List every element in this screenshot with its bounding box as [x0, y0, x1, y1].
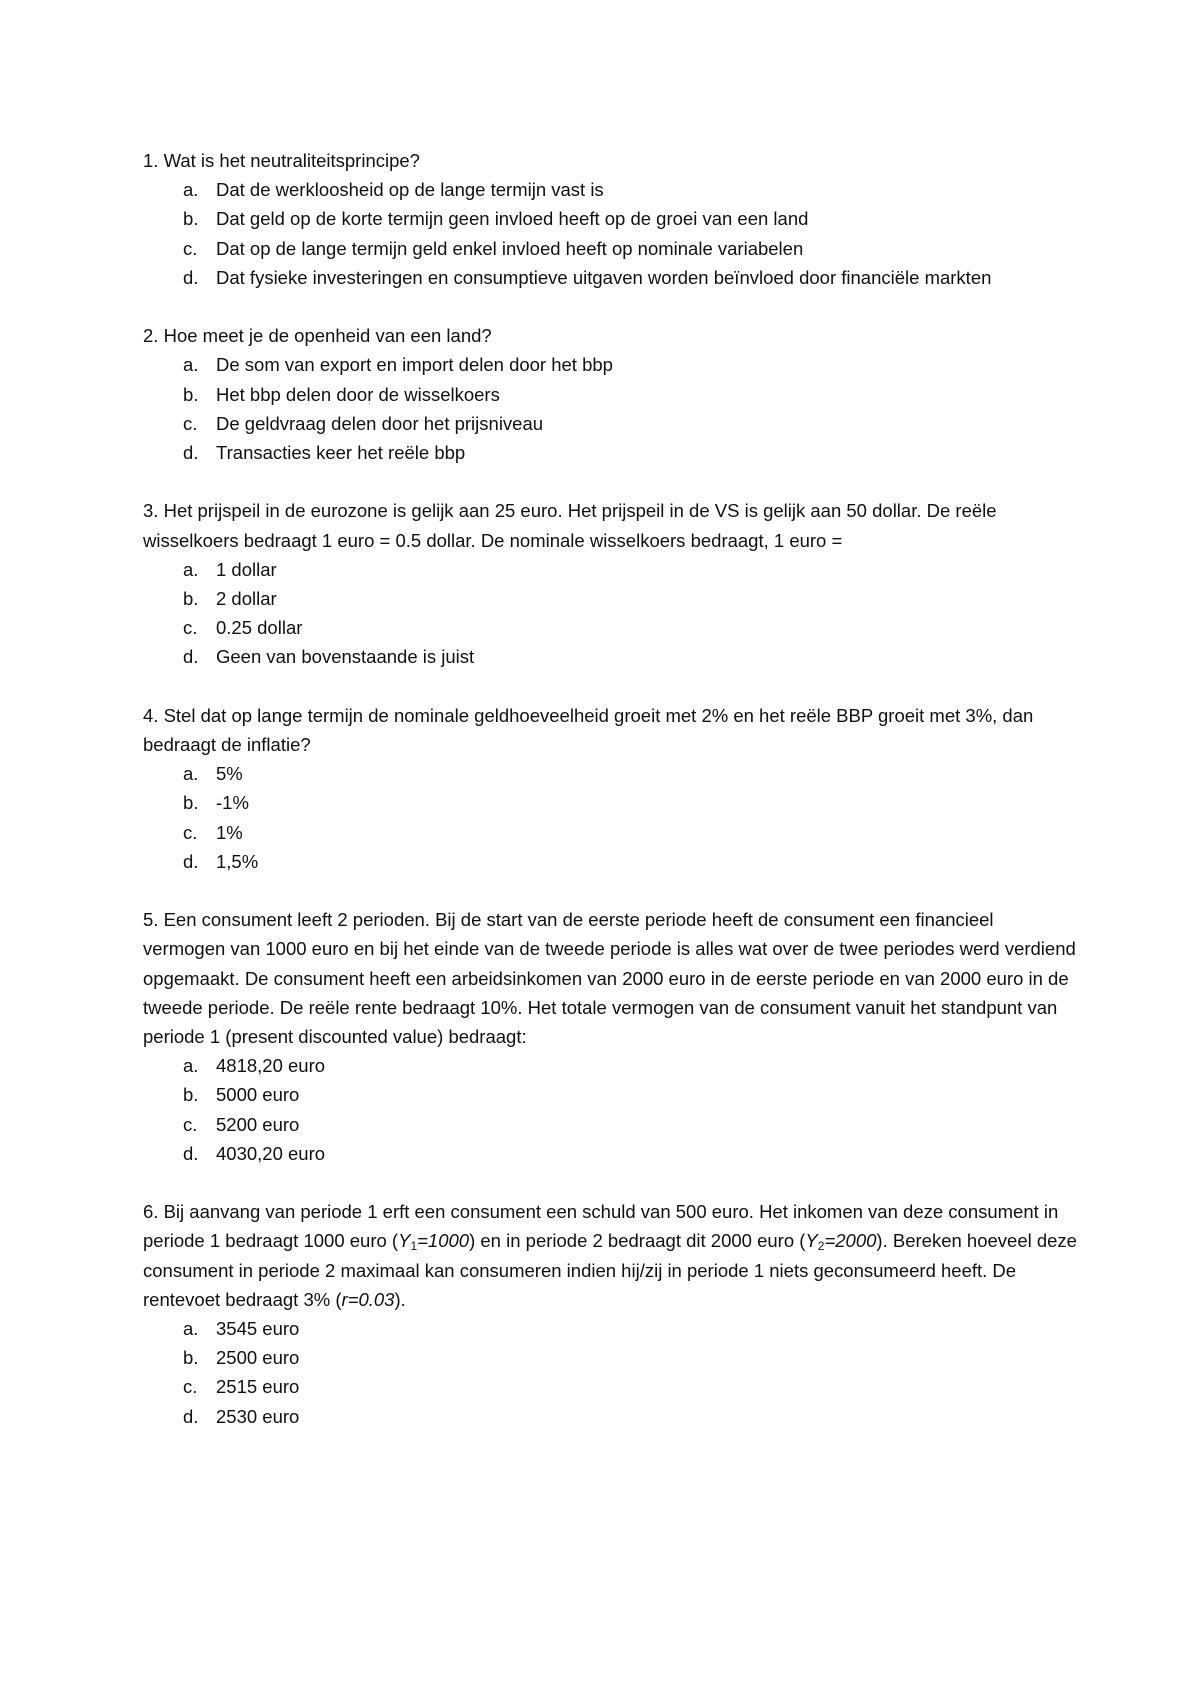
- option-text: 5000 euro: [216, 1084, 300, 1106]
- question-text: [143, 321, 1078, 350]
- question-body: Het prijspeil in de eurozone is gelijk aan 25 euro. Het prijspeil in de VS is gelijk aan 50 dollar. De reële wisselkoers bedraagt 1 euro = 0.5 dollar. De nominale wisselkoers bedraagt, 1 euro =: [143, 500, 997, 551]
- option-text: 5%: [216, 763, 243, 785]
- option-text: 4030,20 euro: [216, 1142, 326, 1164]
- option-letter: a.: [183, 1318, 199, 1340]
- option-text: 3545 euro: [216, 1318, 300, 1340]
- y1-variable: Y: [398, 1230, 411, 1252]
- answer-options: [143, 350, 1078, 467]
- option-letter: a.: [183, 558, 199, 580]
- y2-value: =2000: [824, 1230, 877, 1252]
- option-text: 1%: [216, 821, 243, 843]
- option-a: [183, 350, 1078, 379]
- option-d: [183, 847, 1078, 876]
- option-letter: d.: [183, 1142, 199, 1164]
- answer-options: [143, 175, 1078, 292]
- option-text: Dat op de lange termijn geld enkel invloed heeft op nominale variabelen: [216, 237, 804, 259]
- option-letter: b.: [183, 208, 199, 230]
- option-letter: c.: [183, 412, 198, 434]
- option-text: 2530 euro: [216, 1405, 300, 1427]
- option-letter: b.: [183, 1347, 199, 1369]
- option-c: [183, 1110, 1078, 1139]
- option-letter: d.: [183, 646, 199, 668]
- question-list: [143, 146, 1078, 1460]
- question-body-part-1: Bij aanvang van periode 1 erft een consument een schuld van 500 euro. Het inkomen van deze consument in periode 1 bedraagt 1000 euro (: [143, 1201, 1059, 1252]
- option-text: 5200 euro: [216, 1113, 300, 1135]
- option-text: Het bbp delen door de wisselkoers: [216, 383, 500, 405]
- option-text: 4818,20 euro: [216, 1055, 326, 1077]
- option-letter: a.: [183, 354, 199, 376]
- option-text: Transacties keer het reële bbp: [216, 442, 466, 464]
- option-letter: c.: [183, 1376, 198, 1398]
- option-text: Dat de werkloosheid op de lange termijn vast is: [216, 179, 604, 201]
- question-number: 1.: [143, 150, 164, 171]
- option-text: 1 dollar: [216, 558, 277, 580]
- option-letter: c.: [183, 1113, 198, 1135]
- option-a: [183, 759, 1078, 788]
- option-d: [183, 263, 1078, 292]
- option-c: [183, 409, 1078, 438]
- question-number: 3.: [143, 500, 164, 522]
- option-a: [183, 1314, 1078, 1343]
- option-b: [183, 380, 1078, 409]
- option-c: [183, 613, 1078, 642]
- question-body-part-2: ) en in periode 2 bedraagt dit 2000 euro (: [469, 1230, 806, 1252]
- question-body: Een consument leeft 2 perioden. Bij de start van de eerste periode heeft de consument een financieel vermogen van 1000 euro en bij het einde van de tweede periode is alles wat over de twee periodes werd verdiend opgemaakt. De consument heeft een arbeidsinkomen van 2000 euro in de eerste periode en van 2000 euro in de tweede periode. De reële rente bedraagt 10%. Het totale vermogen van de consument vanuit het standpunt van periode 1 (present discounted value) bedraagt:: [143, 909, 1076, 1048]
- option-a: [183, 555, 1078, 584]
- option-d: [183, 1139, 1078, 1168]
- option-letter: c.: [183, 237, 198, 259]
- option-c: [183, 818, 1078, 847]
- option-letter: b.: [183, 792, 199, 814]
- interest-rate-expression: r=0.03: [341, 1288, 395, 1310]
- option-text: 2 dollar: [216, 588, 277, 610]
- option-letter: c.: [183, 821, 198, 843]
- answer-options: [143, 759, 1078, 876]
- question-text: [143, 905, 1078, 1051]
- option-text: De som van export en import delen door het bbp: [216, 354, 613, 376]
- option-text: Dat geld op de korte termijn geen invloed heeft op de groei van een land: [216, 208, 809, 230]
- option-text: De geldvraag delen door het prijsniveau: [216, 412, 544, 434]
- question-5: [143, 905, 1078, 1168]
- y1-value: =1000: [417, 1230, 470, 1252]
- option-letter: a.: [183, 1055, 199, 1077]
- option-b: [183, 1080, 1078, 1109]
- y1-subscript: 1: [410, 1239, 418, 1254]
- option-d: [183, 642, 1078, 671]
- question-6: [143, 1197, 1078, 1431]
- question-2: [143, 321, 1078, 467]
- option-c: [183, 1372, 1078, 1401]
- option-letter: a.: [183, 179, 199, 201]
- option-letter: b.: [183, 1084, 199, 1106]
- question-body-part-3: ). Bereken hoeveel deze consument in periode 2 maximaal kan consumeren indien hij/zij in periode 1 niets geconsumeerd heeft. De rentevoet bedraagt 3% (: [143, 1230, 1077, 1310]
- y2-variable: Y: [805, 1230, 818, 1252]
- answer-options: [143, 555, 1078, 672]
- option-letter: d.: [183, 850, 199, 872]
- option-d: [183, 1402, 1078, 1431]
- option-letter: a.: [183, 763, 199, 785]
- option-letter: d.: [183, 266, 199, 288]
- option-letter: c.: [183, 617, 198, 639]
- question-body: Stel dat op lange termijn de nominale geldhoeveelheid groeit met 2% en het reële BBP groeit met 3%, dan bedraagt de inflatie?: [143, 704, 1034, 756]
- option-text: 1,5%: [216, 850, 259, 872]
- question-text: [143, 701, 1078, 759]
- question-text: [143, 146, 1078, 175]
- question-number: 2.: [143, 325, 164, 347]
- option-letter: b.: [183, 588, 199, 610]
- option-text: -1%: [216, 792, 249, 814]
- question-number: 5.: [143, 909, 164, 931]
- question-number: 4.: [143, 704, 164, 726]
- question-body-part-4: ).: [394, 1288, 406, 1310]
- option-b: [183, 204, 1078, 233]
- question-body: Wat is het neutraliteitsprincipe?: [163, 150, 420, 171]
- option-text: 2515 euro: [216, 1376, 300, 1398]
- question-3: [143, 496, 1078, 671]
- option-b: [183, 584, 1078, 613]
- y2-subscript: 2: [817, 1239, 825, 1254]
- option-text: Dat fysieke investeringen en consumptieve uitgaven worden beïnvloed door financiële markten: [216, 266, 992, 288]
- option-b: [183, 788, 1078, 817]
- option-c: [183, 234, 1078, 263]
- question-number: 6.: [143, 1201, 164, 1223]
- option-text: Geen van bovenstaande is juist: [216, 646, 475, 668]
- option-a: [183, 1051, 1078, 1080]
- question-1: [143, 146, 1078, 292]
- option-a: [183, 175, 1078, 204]
- question-body: Hoe meet je de openheid van een land?: [163, 325, 492, 347]
- option-letter: d.: [183, 1405, 199, 1427]
- question-text: [143, 1197, 1078, 1314]
- option-text: 0.25 dollar: [216, 617, 303, 639]
- question-4: [143, 701, 1078, 876]
- question-text: [143, 496, 1078, 554]
- option-letter: d.: [183, 442, 199, 464]
- option-text: 2500 euro: [216, 1347, 300, 1369]
- option-letter: b.: [183, 383, 199, 405]
- option-b: [183, 1343, 1078, 1372]
- option-d: [183, 438, 1078, 467]
- answer-options: [143, 1314, 1078, 1431]
- answer-options: [143, 1051, 1078, 1168]
